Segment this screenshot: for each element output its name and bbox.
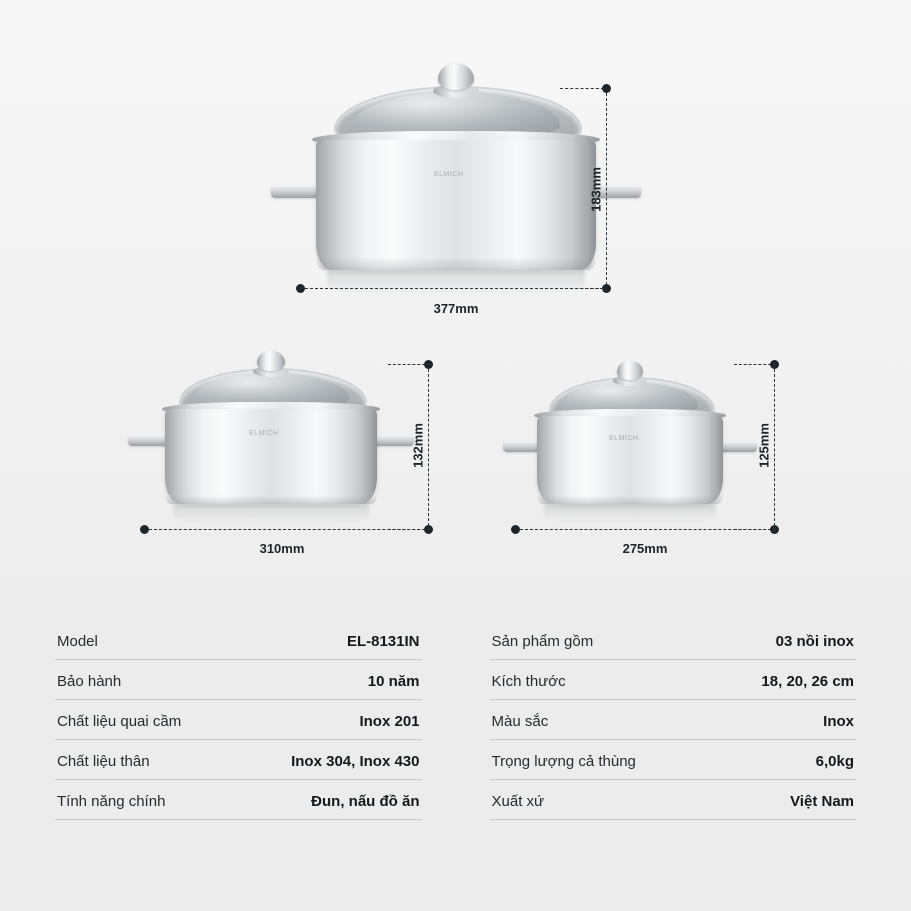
dim-medium-tick-top <box>388 364 430 365</box>
dim-small-dot-bottom-left <box>511 525 520 534</box>
spec-row <box>55 700 422 740</box>
spec-key: Trọng lượng cả thùng <box>491 753 636 770</box>
spec-key: Kích thước <box>491 673 566 690</box>
dim-large-width-line <box>305 288 603 289</box>
dim-large-height-label: 183mm <box>588 167 604 212</box>
pot-large <box>316 66 596 296</box>
spec-value: 03 nồi inox <box>775 633 854 650</box>
pot-medium-knob <box>257 351 285 371</box>
dim-medium-width-line <box>149 529 425 530</box>
spec-value: 18, 20, 26 cm <box>761 673 854 690</box>
dim-small-width-label: 275mm <box>622 541 668 556</box>
spec-row <box>490 700 857 740</box>
pot-medium-brand-logo: ELMICH <box>249 430 279 437</box>
pot-large-body <box>316 140 596 270</box>
spec-row <box>490 660 857 700</box>
dim-large-dot-bottom-left <box>296 284 305 293</box>
dim-large-height-line <box>606 93 607 285</box>
spec-row <box>55 620 422 660</box>
spec-key: Xuất xứ <box>491 793 545 810</box>
pot-small-knob <box>617 361 643 380</box>
spec-value: Việt Nam <box>790 793 854 810</box>
pot-medium <box>165 352 377 524</box>
spec-row <box>55 740 422 780</box>
dim-medium-height-label: 132mm <box>410 423 426 468</box>
pot-large-brand-logo: ELMICH <box>434 171 464 178</box>
specification-panel <box>0 598 911 911</box>
spec-column-right <box>490 620 857 820</box>
spec-value: Inox 304, Inox 430 <box>291 753 420 770</box>
spec-key: Model <box>57 633 98 650</box>
pot-large-reflection <box>327 270 585 296</box>
spec-value: Inox 201 <box>359 713 420 730</box>
dim-small-tick-top <box>734 364 776 365</box>
pot-medium-body <box>165 409 377 504</box>
dim-medium-width-label: 310mm <box>259 541 305 556</box>
spec-value: Inox <box>823 713 854 730</box>
spec-row <box>490 780 857 820</box>
spec-value: Đun, nấu đồ ăn <box>311 793 420 810</box>
spec-value: EL-8131IN <box>346 633 420 650</box>
spec-key: Bảo hành <box>57 673 122 690</box>
spec-row <box>55 660 422 700</box>
spec-row <box>55 780 422 820</box>
spec-row <box>490 620 857 660</box>
pot-small-body <box>537 416 723 504</box>
dim-small-height-line <box>774 369 775 526</box>
dim-small-width-line <box>520 529 771 530</box>
spec-value: 10 năm <box>367 673 420 690</box>
dim-medium-dot-bottom-left <box>140 525 149 534</box>
pot-medium-reflection <box>173 504 368 524</box>
spec-key: Màu sắc <box>491 713 549 730</box>
spec-key: Tính năng chính <box>57 793 166 810</box>
dim-small-height-label: 125mm <box>756 423 772 468</box>
spec-value: 6,0kg <box>815 753 854 770</box>
spec-key: Sản phẩm gồm <box>491 633 594 650</box>
pot-large-knob <box>438 64 474 90</box>
pot-small-reflection <box>544 504 715 523</box>
spec-row <box>490 740 857 780</box>
pot-small <box>537 363 723 523</box>
spec-column-left <box>55 620 422 820</box>
dim-large-tick-top <box>560 88 604 89</box>
dim-large-width-label: 377mm <box>433 301 479 316</box>
spec-key: Chất liệu thân <box>57 753 150 770</box>
spec-key: Chất liệu quai cầm <box>57 713 182 730</box>
dim-medium-height-line <box>428 369 429 526</box>
pot-small-brand-logo: ELMICH <box>609 435 639 442</box>
